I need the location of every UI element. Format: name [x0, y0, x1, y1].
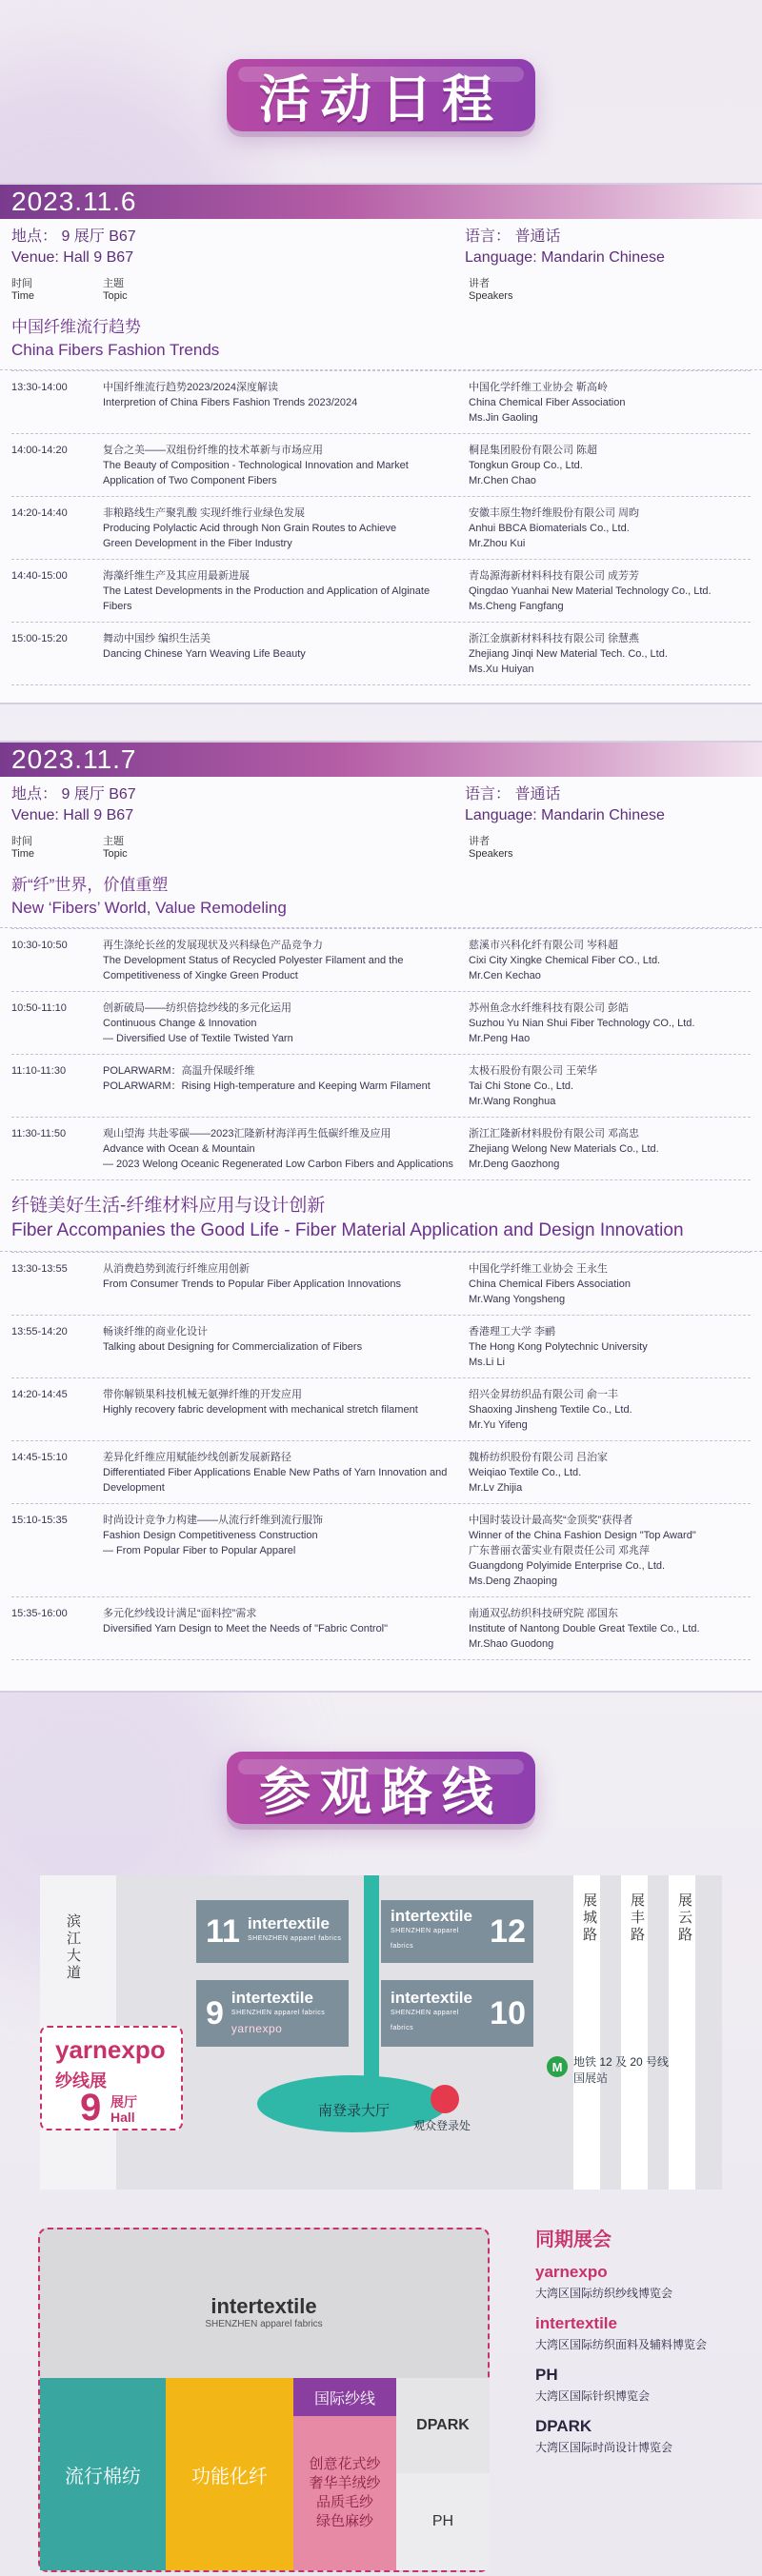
schedule-time: 14:45-15:10 [11, 1452, 68, 1463]
day1-venue-en: Venue: Hall 9 B67 [11, 249, 134, 266]
concurrent-item-name: 大湾区国际纺织面料及辅料博览会 [535, 2338, 708, 2351]
road-right-label-1: 展城路 [581, 1892, 597, 1944]
schedule-speaker: 苏州鱼念水纤维科技有限公司 彭皓 Suzhou Yu Nian Shui Fiber Technology CO., Ltd. Mr.Peng Hao [469, 1002, 695, 1044]
day1-date: 2023.11.6 [11, 187, 137, 216]
day2-session1-en: New ‘Fibers’ World, Value Remodeling [11, 899, 287, 917]
day1-venue-row [0, 219, 762, 268]
day1-header-row [0, 268, 762, 303]
day2-panel [0, 741, 762, 1693]
schedule-time: 10:50-11:10 [11, 1002, 67, 1014]
schedule-row [11, 1504, 751, 1597]
metro-icon: M [547, 2056, 568, 2077]
schedule-speaker: 慈溪市兴科化纤有限公司 岑科超 Cixi City Xingke Chemical Fiber CO., Ltd. Mr.Cen Kechao [469, 940, 661, 981]
schedule-banner [227, 59, 535, 131]
day2-lang-en: Language: Mandarin Chinese [465, 807, 665, 823]
zone-fancy-yarn[interactable]: 创意花式纱 奢华羊绒纱 品质毛纱 绿色麻纱 [293, 2416, 396, 2570]
schedule-row [11, 434, 751, 497]
route-banner-title: 参观路线 [259, 1761, 503, 1822]
yarnexpo-logo: yarnexpo [535, 2263, 608, 2281]
plan-brand: intertextile SHENZHEN apparel fabrics [205, 2294, 323, 2329]
zone-ph[interactable]: PH [396, 2473, 490, 2570]
schedule-time: 14:20-14:45 [11, 1389, 68, 1400]
schedule-speaker: 绍兴金昇纺织品有限公司 俞一丰 Shaoxing Jinsheng Textile Co., Ltd. Mr.Yu Yifeng [469, 1389, 632, 1431]
schedule-row [11, 1055, 751, 1118]
hall-number: 11 [206, 1912, 240, 1950]
callout-hall-en: Hall [110, 2110, 135, 2125]
schedule-time: 15:10-15:35 [11, 1515, 68, 1526]
day1-lang-cn: 语言： 普通话 [465, 228, 561, 245]
schedule-time: 15:00-15:20 [11, 633, 68, 644]
visitor-reg-label: 观众登录处 [413, 2119, 471, 2132]
intertextile-logo: intertextile [535, 2314, 617, 2332]
day2-rows2 [0, 1251, 762, 1660]
day2-venue-cn: 地点： 9 展厅 B67 [11, 786, 136, 803]
day1-date-bar [0, 185, 762, 219]
schedule-row [11, 1441, 751, 1504]
schedule-time: 11:30-11:50 [11, 1128, 67, 1139]
schedule-speaker: 魏桥纺织股份有限公司 吕治家 Weiqiao Textile Co., Ltd. Mr.Lv Zhijia [469, 1452, 609, 1494]
day2-session1-cn: 新“纤”世界，价值重塑 [11, 876, 169, 894]
hall9-floor-plan [38, 2228, 490, 2572]
schedule-row [11, 497, 751, 560]
schedule-speaker: 浙江汇隆新材料股份有限公司 邓高忠 Zhejiang Welong New Materials Co., Ltd. Mr.Deng Gaozhong [469, 1128, 659, 1170]
hall-brand: intertextile SHENZHEN apparel fabrics [391, 1907, 472, 1950]
concurrent-item [535, 2263, 745, 2301]
schedule-time: 13:30-14:00 [11, 382, 68, 393]
zone-functional-fiber[interactable]: 功能化纤 [166, 2378, 293, 2570]
schedule-row [11, 992, 751, 1055]
metro-label: 地铁 12 及 20 号线 国展站 [573, 2055, 670, 2085]
concurrent-shows [535, 2224, 745, 2468]
hall-number: 10 [490, 1994, 526, 2031]
day2-session2-cn: 纤链美好生活-纤维材料应用与设计创新 [11, 1196, 326, 1216]
schedule-speaker: 中国时装设计最高奖“金顶奖”获得者 Winner of the China Fashion Design "Top Award" 广东普丽衣蕾实业有限责任公司 邓兆萍 Guangdong Polyimide Enterprise Co., Ltd. Ms.Deng Zhaoping [469, 1515, 696, 1587]
day2-rows1 [0, 927, 762, 1180]
schedule-topic: 复合之美——双组份纤维的技术革新与市场应用 The Beauty of Composition - Technological Innovation and Market Application of Two Component Fibers [103, 445, 409, 486]
schedule-speaker: 青岛源海新材料科技有限公司 成芳芳 Qingdao Yuanhai New Material Technology Co., Ltd. Ms.Cheng Fangfang [469, 570, 712, 612]
schedule-row [11, 1316, 751, 1378]
visitor-registration-icon [431, 2085, 459, 2113]
schedule-topic: POLARWARM：高温升保暖纤维 POLARWARM：Rising High-temperature and Keeping Warm Filament [103, 1065, 431, 1092]
hall9-callout [40, 2026, 183, 2130]
schedule-row [11, 623, 751, 685]
day2-venue-en: Venue: Hall 9 B67 [11, 807, 134, 823]
day1-lang-en: Language: Mandarin Chinese [465, 249, 665, 266]
day2-date: 2023.11.7 [11, 744, 137, 774]
schedule-topic: 从消费趋势到流行纤维应用创新 From Consumer Trends to Popular Fiber Application Innovations [103, 1263, 402, 1290]
zone-dpark[interactable]: DPARK [396, 2378, 490, 2473]
schedule-row [11, 1252, 751, 1316]
concurrent-item-name: 大湾区国际针织博览会 [535, 2389, 651, 2403]
hdr-topic-en: Topic [103, 848, 128, 860]
schedule-speaker: 中国化学纤维工业协会 王永生 China Chemical Fibers Association Mr.Wang Yongsheng [469, 1263, 631, 1305]
schedule-banner-title: 活动日程 [259, 69, 503, 129]
schedule-row [11, 1597, 751, 1660]
schedule-speaker: 中国化学纤维工业协会 靳高岭 China Chemical Fiber Association Ms.Jin Gaoling [469, 382, 626, 424]
schedule-time: 13:30-13:55 [11, 1263, 68, 1275]
hdr-topic-cn: 主题 [103, 836, 124, 847]
schedule-speaker: 桐昆集团股份有限公司 陈超 Tongkun Group Co., Ltd. Mr.Chen Chao [469, 445, 598, 486]
hdr-time-en: Time [11, 290, 35, 302]
schedule-topic: 观山望海 共赴零碳——2023汇隆新材海洋再生低碳纤维及应用 Advance with Ocean & Mountain — 2023 Welong Oceanic Regenerated Low Carbon Fibers and Applications [103, 1128, 453, 1170]
day1-panel [0, 183, 762, 704]
schedule-topic: 时尚设计竞争力构建——从流行纤维到流行服饰 Fashion Design Competitiveness Construction — From Popular Fiber to Popular Apparel [103, 1515, 323, 1556]
day1-session-cn: 中国纤维流行趋势 [11, 318, 141, 336]
day2-venue-row [0, 777, 762, 826]
hdr-spk-en: Speakers [469, 848, 513, 860]
schedule-time: 11:10-11:30 [11, 1065, 67, 1077]
road-right-label-2: 展丰路 [629, 1892, 645, 1944]
hdr-time-cn: 时间 [11, 836, 32, 847]
schedule-topic: 再生涤纶长丝的发展现状及兴科绿色产品竞争力 The Development Status of Recycled Polyester Filament and the Competitiveness of Xingke Green Product [103, 940, 404, 981]
hall-9[interactable] [196, 1980, 349, 2047]
dpark-logo: DPARK [535, 2417, 592, 2435]
concurrent-item [535, 2366, 745, 2404]
schedule-row [11, 370, 751, 434]
schedule-topic: 畅谈纤维的商业化设计 Talking about Designing for Commercialization of Fibers [103, 1326, 363, 1353]
concurrent-item [535, 2314, 745, 2352]
concurrent-item-name: 大湾区国际时尚设计博览会 [535, 2441, 673, 2454]
schedule-row [11, 1118, 751, 1180]
callout-brand: yarnexpo [55, 2035, 166, 2064]
schedule-speaker: 安徽丰原生物纤维股份有限公司 周昀 Anhui BBCA Biomaterials Co., Ltd. Mr.Zhou Kui [469, 507, 640, 549]
day1-rows [0, 369, 762, 685]
schedule-topic: 非粮路线生产聚乳酸 实现纤维行业绿色发展 Producing Polylactic Acid through Non Grain Routes to Achieve Green Development in the Fiber Industry [103, 507, 397, 549]
zone-international-yarn[interactable]: 国际纱线 [293, 2378, 396, 2416]
schedule-time: 14:40-15:00 [11, 570, 68, 582]
route-banner [227, 1752, 535, 1824]
schedule-time: 10:30-10:50 [11, 940, 68, 951]
schedule-time: 13:55-14:20 [11, 1326, 68, 1338]
concurrent-title: 同期展会 [535, 2229, 612, 2250]
schedule-speaker: 南通双弘纺织科技研究院 邵国东 Institute of Nantong Double Great Textile Co., Ltd. Mr.Shao Guodong [469, 1608, 700, 1650]
day2-lang-cn: 语言： 普通话 [465, 786, 561, 803]
callout-hall-cn: 展厅 [110, 2094, 137, 2110]
schedule-topic: 创新破局——纺织倍捻纱线的多元化运用 Continuous Change & Innovation — Diversified Use of Textile Twisted Yarn [103, 1002, 293, 1044]
callout-num: 9 [80, 2087, 102, 2129]
schedule-topic: 海藻纤维生产及其应用最新进展 The Latest Developments in the Production and Application of Alginate Fibers [103, 570, 431, 612]
road-right-label-3: 展云路 [676, 1892, 692, 1944]
hall-number: 9 [206, 1994, 224, 2031]
concurrent-item-name: 大湾区国际纺织纱线博览会 [535, 2287, 673, 2300]
hall-10[interactable] [381, 1980, 533, 2047]
hdr-spk-en: Speakers [469, 290, 513, 302]
schedule-speaker: 浙江金旗新材料科技有限公司 徐慧燕 Zhejiang Jinqi New Material Tech. Co., Ltd. Ms.Xu Huiyan [469, 633, 668, 675]
schedule-speaker: 香港理工大学 李鹂 The Hong Kong Polytechnic University Ms.Li Li [469, 1326, 648, 1368]
hall-number: 12 [490, 1912, 526, 1950]
schedule-topic: 多元化纱线设计满足“面料控”需求 Diversified Yarn Design to Meet the Needs of "Fabric Control" [103, 1608, 389, 1635]
ph-logo: PH [535, 2366, 558, 2384]
hdr-time-cn: 时间 [11, 278, 32, 289]
schedule-time: 14:20-14:40 [11, 507, 68, 519]
schedule-topic: 舞动中国纱 编织生活美 Dancing Chinese Yarn Weaving Life Beauty [103, 633, 306, 660]
schedule-row [11, 560, 751, 623]
hdr-spk-cn: 讲者 [469, 278, 490, 289]
hdr-topic-cn: 主题 [103, 278, 124, 289]
hall-brand: intertextile SHENZHEN apparel fabrics yarnexpo [231, 1989, 326, 2035]
hall-brand: intertextile SHENZHEN apparel fabrics [247, 1914, 342, 1942]
schedule-topic: 中国纤维流行趋势2023/2024深度解读 Interpretion of China Fibers Fashion Trends 2023/2024 [103, 382, 358, 408]
day1-session-en: China Fibers Fashion Trends [11, 341, 220, 359]
day2-date-bar [0, 743, 762, 777]
schedule-time: 15:35-16:00 [11, 1608, 68, 1619]
day2-session1-title [0, 861, 762, 920]
lobby-label: 南登录大厅 [318, 2103, 391, 2119]
schedule-row [11, 928, 751, 992]
day1-venue-cn: 地点： 9 展厅 B67 [11, 228, 136, 245]
day2-session2-title [0, 1180, 762, 1243]
map-walkway [364, 1875, 379, 2104]
callout-cn: 纱线展 [55, 2071, 107, 2091]
hdr-time-en: Time [11, 848, 35, 860]
schedule-topic: 差异化纤维应用赋能纱线创新发展新路径 Differentiated Fiber Applications Enable New Paths of Yarn Innovation and Development [103, 1452, 448, 1494]
hdr-topic-en: Topic [103, 290, 128, 302]
day1-session-title [0, 303, 762, 362]
schedule-topic: 带你解锁果科技机械无氨弹纤维的开发应用 Highly recovery fabric development with mechanical stretch filament [103, 1389, 418, 1416]
schedule-time: 14:00-14:20 [11, 445, 68, 456]
schedule-row [11, 1378, 751, 1441]
zone-popular-cotton[interactable]: 流行棉纺 [40, 2378, 166, 2570]
hall-12[interactable] [381, 1900, 533, 1963]
road-left-label: 滨江大道 [65, 1913, 81, 1982]
schedule-speaker: 太极石股份有限公司 王荣华 Tai Chi Stone Co., Ltd. Mr.Wang Ronghua [469, 1065, 598, 1107]
concurrent-item [535, 2417, 745, 2455]
day2-session2-en: Fiber Accompanies the Good Life - Fiber Material Application and Design Innovation [11, 1220, 684, 1240]
hdr-spk-cn: 讲者 [469, 836, 490, 847]
hall-11[interactable] [196, 1900, 349, 1963]
day2-header-row [0, 826, 762, 861]
hall-brand: intertextile SHENZHEN apparel fabrics [391, 1989, 472, 2031]
